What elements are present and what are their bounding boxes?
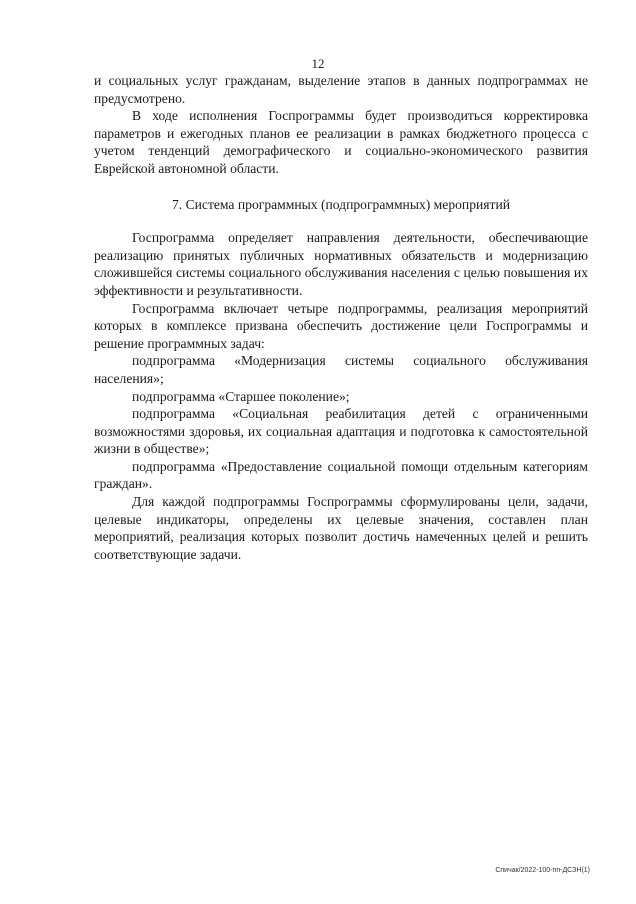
footer-reference: Спичак/2022-100-пп-ДСЗН(1): [495, 867, 590, 874]
document-body: [94, 72, 588, 563]
section-heading: 7. Система программных (подпрограммных) мероприятий: [171, 196, 511, 212]
paragraph-adjustment: В ходе исполнения Госпрограммы будет производиться корректировка параметров и ежегодных планов ее реализации в рамках бюджетного процесса с учетом тенденций демографического и социально-экономического развития Еврейской автономной области.: [94, 108, 588, 176]
list-item-subprogram-modernization: подпрограмма «Модернизация системы социального обслуживания населения»;: [94, 353, 588, 386]
list-item-subprogram-social-assistance: подпрограмма «Предоставление социальной помощи отдельным категориям граждан».: [94, 458, 588, 492]
paragraph-directions: Госпрограмма определяет направления деятельности, обеспечивающие реализацию принятых публичных нормативных обязательств и модернизацию сложившейся системы социального обслуживания населения с целью повышения их эффективности и результативности.: [94, 230, 588, 298]
list-item-subprogram-older-generation: подпрограмма «Старшее поколение»;: [132, 388, 350, 404]
page-number: 12: [311, 56, 325, 71]
paragraph-subprograms-intro: Госпрограмма включает четыре подпрограммы, реализация мероприятий которых в комплексе призвана обеспечить достижение цели Госпрограммы и решение программных задач:: [94, 300, 588, 351]
list-item-subprogram-child-rehabilitation: подпрограмма «Социальная реабилитация детей с ограниченными возможностями здоровья, их социальная адаптация и подготовка к самостоятельной жизни в обществе»;: [94, 406, 588, 457]
paragraph-goals-tasks: Для каждой подпрограммы Госпрограммы сформулированы цели, задачи, целевые индикаторы, определены их целевые значения, составлен план мероприятий, реализация которых позволит достичь намеченных целей и решить соответствующие задачи.: [94, 494, 588, 562]
paragraph-intro-continuation: и социальных услуг гражданам, выделение этапов в данных подпрограммах не предусмотрено.: [94, 73, 588, 106]
